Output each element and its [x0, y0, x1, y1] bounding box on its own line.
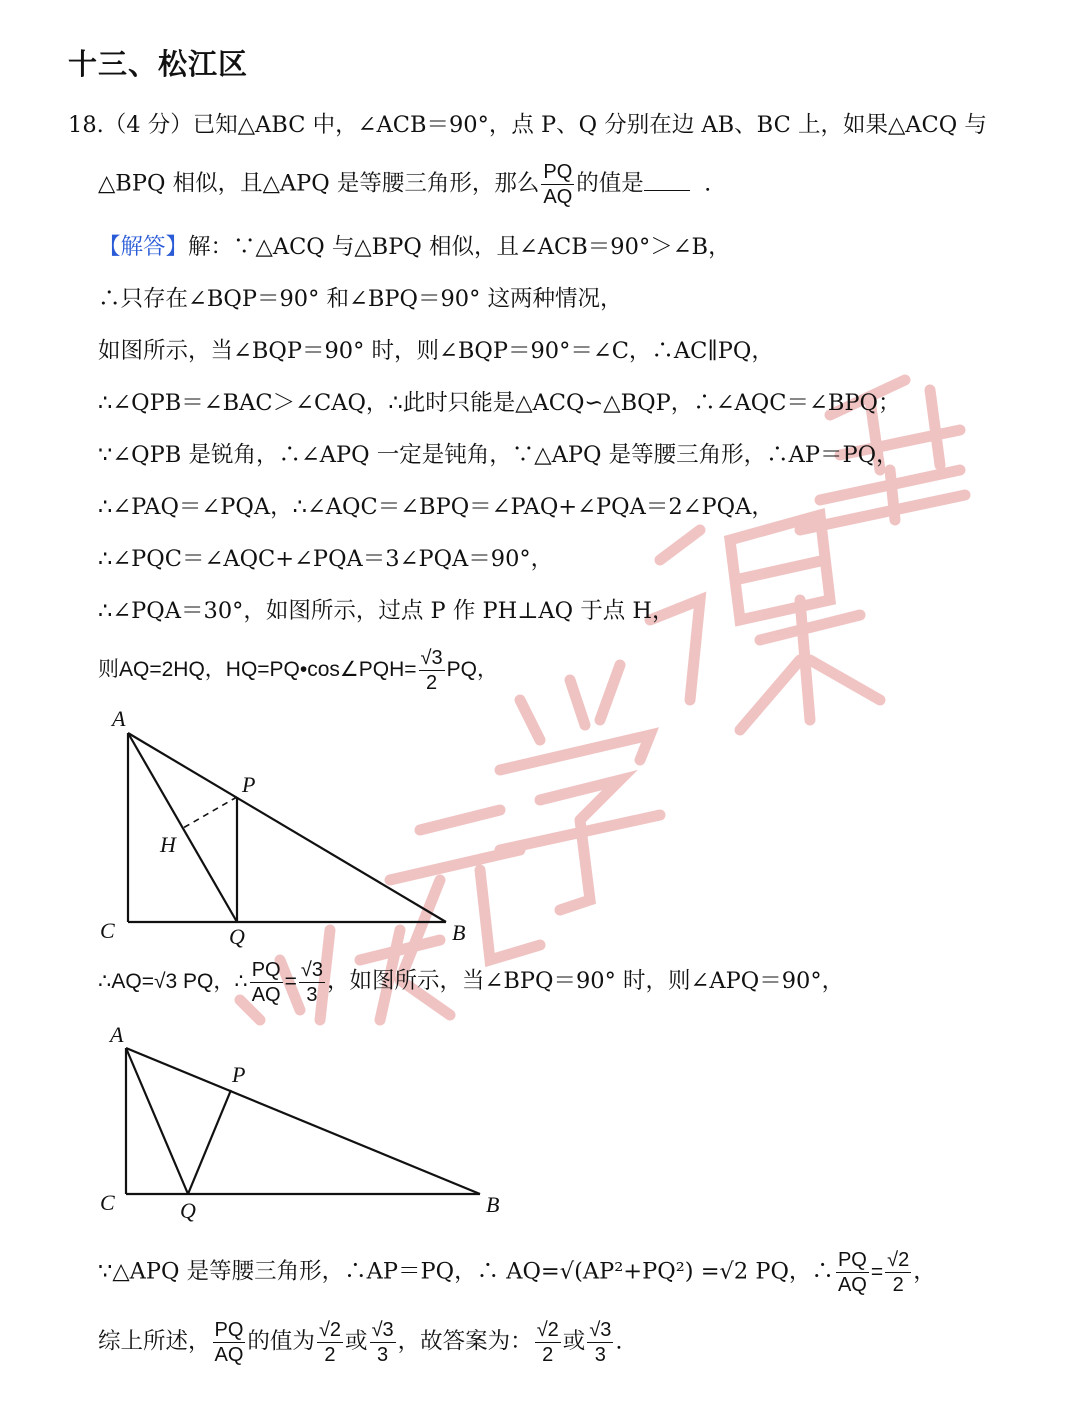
equals-sign: =	[870, 1260, 884, 1284]
solution-line-9	[98, 646, 498, 695]
problem-line-2-tail: 的值是	[576, 170, 644, 197]
solution-line-1	[98, 232, 731, 262]
segment-pq	[188, 1090, 231, 1194]
period: .	[704, 170, 712, 197]
segment-ab	[128, 733, 446, 922]
solution-line-4: ∴∠QPB＝∠BAC＞∠CAQ，∴此时只能是△ACQ∽△BQP，∴∠AQC＝∠BPQ；	[98, 390, 901, 416]
conclusion-text: 的值为	[247, 1328, 315, 1355]
fraction-denominator: 3	[377, 1344, 389, 1366]
label-p: P	[232, 1062, 246, 1087]
label-b: B	[452, 920, 466, 945]
solution-line-11	[98, 1248, 936, 1297]
root3-over-2-fraction	[419, 646, 445, 695]
label-p: P	[242, 772, 256, 797]
or-word: 或	[562, 1328, 586, 1355]
root2-over-2-fraction	[885, 1248, 911, 1297]
fraction-numerator: PQ	[251, 959, 281, 981]
solution-line-6: ∴∠PAQ＝∠PQA，∴∠AQC＝∠BPQ＝∠PAQ+∠PQA＝2∠PQA，	[98, 494, 774, 520]
period: .	[615, 1328, 623, 1355]
root2-over-2-fraction	[317, 1318, 343, 1367]
conclusion-text: ，故答案为：	[397, 1328, 533, 1355]
conclusion-text: 综上所述，	[98, 1328, 211, 1355]
solution-line-11-tail: ，	[913, 1258, 936, 1285]
label-a: A	[110, 1022, 124, 1047]
solution-line-5: ∵∠QPB 是锐角，∴∠APQ 一定是钝角，∵△APQ 是等腰三角形，∴AP＝PQ，	[98, 442, 899, 468]
solution-line-12	[98, 1318, 623, 1367]
answer-blank	[644, 168, 690, 191]
problem-line-2	[98, 160, 711, 209]
root3-over-3-fraction	[299, 958, 325, 1007]
fraction-numerator: √3	[589, 1319, 612, 1341]
solution-line-7: ∴∠PQC＝∠AQC+∠PQA＝3∠PQA＝90°，	[98, 546, 554, 572]
label-q: Q	[229, 924, 245, 949]
label-a: A	[112, 706, 126, 731]
solution-text: 解：∵△ACQ 与△BPQ 相似，且∠ACB＝90°＞∠B，	[188, 234, 731, 260]
solution-line-9-text: 则AQ=2HQ，HQ=PQ•cos∠PQH=	[98, 658, 417, 682]
fraction-numerator: √3	[371, 1319, 394, 1341]
solution-line-10	[98, 958, 844, 1007]
solution-line-3: 如图所示，当∠BQP＝90° 时，则∠BQP＝90°＝∠C，∴AC∥PQ，	[98, 338, 774, 364]
fraction-numerator: √3	[420, 647, 443, 669]
fraction-denominator: 3	[594, 1344, 606, 1366]
figure-2-triangle	[90, 1020, 520, 1230]
solution-line-10-tail: ，如图所示，当∠BPQ＝90° 时，则∠APQ＝90°，	[327, 968, 845, 995]
root2-over-2-fraction	[535, 1318, 561, 1367]
fraction-denominator: 2	[542, 1344, 554, 1366]
root3-over-3-fraction	[587, 1318, 613, 1367]
solution-line-8: ∴∠PQA＝30°，如图所示，过点 P 作 PH⊥AQ 于点 H，	[98, 598, 675, 624]
root3-over-3-fraction	[370, 1318, 396, 1367]
fraction-numerator: √2	[318, 1319, 342, 1341]
fraction-denominator: 2	[324, 1344, 336, 1366]
or-word: 或	[345, 1328, 368, 1355]
solution-line-9-tail: PQ，	[446, 658, 498, 682]
figure-1-triangle	[90, 700, 470, 950]
fraction-denominator: 3	[306, 984, 318, 1006]
fraction-denominator: AQ	[543, 186, 573, 208]
fraction-denominator: AQ	[214, 1344, 244, 1366]
fraction-numerator: √3	[300, 959, 323, 981]
label-h: H	[160, 832, 176, 857]
solution-line-10-text: ∴AQ=√3 PQ，∴	[98, 970, 248, 994]
fraction-numerator: PQ	[543, 161, 573, 183]
pq-over-aq-fraction	[250, 958, 283, 1007]
pq-over-aq-fraction	[541, 160, 574, 209]
fraction-denominator: 2	[426, 672, 438, 694]
fraction-denominator: 2	[892, 1274, 904, 1296]
problem-line-2-text: △BPQ 相似，且△APQ 是等腰三角形，那么	[98, 170, 540, 197]
solution-line-11-text: ∵△APQ 是等腰三角形，∴AP＝PQ，∴ AQ=√(AP²+PQ²) =√2 PQ，∴	[98, 1258, 834, 1285]
fraction-denominator: AQ	[251, 984, 281, 1006]
label-b: B	[486, 1192, 500, 1217]
solution-tag: 【解答】	[98, 234, 189, 260]
fraction-numerator: PQ	[214, 1319, 244, 1341]
solution-line-2: ∴只存在∠BQP＝90° 和∠BPQ＝90° 这两种情况，	[98, 286, 623, 312]
section-title: 十三、松江区	[68, 47, 249, 81]
problem-line-1: 18.（4 分）已知△ABC 中，∠ACB＝90°，点 P、Q 分别在边 AB、BC 上，如果△ACQ 与	[68, 112, 987, 138]
fraction-denominator: AQ	[837, 1274, 867, 1296]
pq-over-aq-fraction	[836, 1248, 869, 1297]
segment-aq	[128, 733, 237, 922]
fraction-numerator: √2	[536, 1319, 559, 1341]
equals-sign: =	[284, 970, 297, 994]
label-c: C	[100, 918, 115, 943]
pq-over-aq-fraction	[213, 1318, 246, 1367]
fraction-numerator: √2	[887, 1249, 910, 1271]
fraction-numerator: PQ	[837, 1249, 867, 1271]
segment-ph-dashed	[183, 797, 237, 828]
label-c: C	[100, 1190, 115, 1215]
label-q: Q	[180, 1198, 196, 1223]
